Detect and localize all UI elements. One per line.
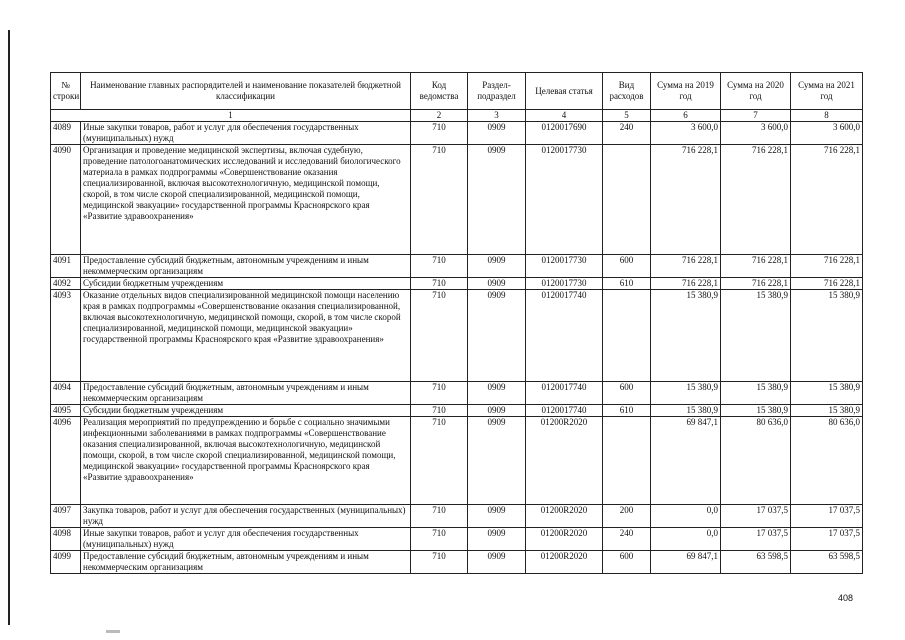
row-section: 0909 — [468, 290, 526, 382]
table-row — [51, 417, 863, 505]
row-sum-2021: 63 598,5 — [791, 551, 863, 574]
row-sum-2021: 17 037,5 — [791, 505, 863, 528]
row-section: 0909 — [468, 551, 526, 574]
row-number: 4091 — [51, 255, 81, 278]
row-sum-2021: 716 228,1 — [791, 145, 863, 255]
row-target-article: 0120017690 — [526, 122, 603, 145]
header-target-article: Целевая статья — [526, 73, 603, 110]
row-sum-2021: 716 228,1 — [791, 255, 863, 278]
row-number: 4098 — [51, 528, 81, 551]
row-number: 4099 — [51, 551, 81, 574]
row-target-article: 0120017730 — [526, 278, 603, 290]
table-row — [51, 551, 863, 574]
row-sum-2019: 0,0 — [651, 528, 721, 551]
row-sum-2021: 15 380,9 — [791, 290, 863, 382]
row-sum-2020: 17 037,5 — [721, 505, 791, 528]
row-dept-code: 710 — [411, 417, 468, 505]
row-sum-2019: 716 228,1 — [651, 255, 721, 278]
row-sum-2020: 716 228,1 — [721, 255, 791, 278]
column-number-row — [51, 110, 863, 122]
row-section: 0909 — [468, 122, 526, 145]
table-row — [51, 145, 863, 255]
header-section: Раздел-подраздел — [468, 73, 526, 110]
row-number: 4092 — [51, 278, 81, 290]
table-row — [51, 382, 863, 405]
row-number: 4096 — [51, 417, 81, 505]
row-section: 0909 — [468, 145, 526, 255]
column-number: 7 — [721, 110, 791, 122]
row-sum-2019: 3 600,0 — [651, 122, 721, 145]
header-sum-2021: Сумма на 2021 год — [791, 73, 863, 110]
row-target-article: 0120017740 — [526, 405, 603, 417]
row-sum-2019: 69 847,1 — [651, 551, 721, 574]
row-dept-code: 710 — [411, 145, 468, 255]
row-dept-code: 710 — [411, 528, 468, 551]
row-target-article: 01200R2020 — [526, 528, 603, 551]
row-sum-2020: 63 598,5 — [721, 551, 791, 574]
row-sum-2019: 0,0 — [651, 505, 721, 528]
row-target-article: 0120017740 — [526, 290, 603, 382]
row-sum-2019: 15 380,9 — [651, 290, 721, 382]
row-name: Предоставление субсидий бюджетным, автономным учреждениям и иным некоммерческим организациям — [81, 382, 411, 405]
row-sum-2021: 3 600,0 — [791, 122, 863, 145]
row-sum-2019: 716 228,1 — [651, 278, 721, 290]
column-number: 8 — [791, 110, 863, 122]
table-row — [51, 528, 863, 551]
row-sum-2019: 15 380,9 — [651, 405, 721, 417]
row-dept-code: 710 — [411, 278, 468, 290]
row-section: 0909 — [468, 382, 526, 405]
table-row — [51, 505, 863, 528]
column-number: 1 — [51, 110, 411, 122]
row-dept-code: 710 — [411, 551, 468, 574]
row-expense-type — [603, 417, 651, 505]
row-sum-2021: 17 037,5 — [791, 528, 863, 551]
row-sum-2021: 80 636,0 — [791, 417, 863, 505]
row-sum-2019: 69 847,1 — [651, 417, 721, 505]
header-sum-2019: Сумма на 2019 год — [651, 73, 721, 110]
header-expense-type: Вид расходов — [603, 73, 651, 110]
row-target-article: 0120017740 — [526, 382, 603, 405]
row-dept-code: 710 — [411, 505, 468, 528]
row-name: Организация и проведение медицинской экспертизы, включая судебную, проведение патологоанатомических исследований и исследований биологического материала в рамках подпрограммы «Совершенствование оказания специализированной, включая высокотехнологичную, медицинской помощи, скорой, в том числе скорой специализированной, медицинской помощи, медицинской эвакуации» государственной программы Красноярского края «Развитие здравоохранения» — [81, 145, 411, 255]
row-dept-code: 710 — [411, 290, 468, 382]
scan-border-line — [8, 30, 10, 625]
table-row — [51, 122, 863, 145]
table-row — [51, 405, 863, 417]
row-expense-type: 240 — [603, 122, 651, 145]
row-sum-2020: 17 037,5 — [721, 528, 791, 551]
row-name: Закупка товаров, работ и услуг для обеспечения государственных (муниципальных) нужд — [81, 505, 411, 528]
row-expense-type: 600 — [603, 551, 651, 574]
row-sum-2020: 3 600,0 — [721, 122, 791, 145]
row-section: 0909 — [468, 255, 526, 278]
table-row — [51, 290, 863, 382]
row-sum-2020: 80 636,0 — [721, 417, 791, 505]
row-section: 0909 — [468, 417, 526, 505]
row-sum-2020: 15 380,9 — [721, 405, 791, 417]
row-section: 0909 — [468, 405, 526, 417]
table-row — [51, 278, 863, 290]
row-sum-2019: 716 228,1 — [651, 145, 721, 255]
table-row — [51, 255, 863, 278]
row-target-article: 0120017730 — [526, 145, 603, 255]
column-number: 6 — [651, 110, 721, 122]
row-expense-type — [603, 290, 651, 382]
row-target-article: 01200R2020 — [526, 417, 603, 505]
header-name: Наименование главных распорядителей и наименование показателей бюджетной классификации — [81, 73, 411, 110]
column-number: 5 — [603, 110, 651, 122]
row-name: Предоставление субсидий бюджетным, автономным учреждениям и иным некоммерческим организациям — [81, 551, 411, 574]
row-expense-type: 240 — [603, 528, 651, 551]
row-number: 4090 — [51, 145, 81, 255]
row-expense-type: 610 — [603, 405, 651, 417]
row-sum-2021: 716 228,1 — [791, 278, 863, 290]
row-sum-2020: 716 228,1 — [721, 278, 791, 290]
scan-artifact — [106, 630, 120, 633]
column-number: 3 — [468, 110, 526, 122]
column-number: 2 — [411, 110, 468, 122]
row-expense-type: 600 — [603, 382, 651, 405]
header-dept-code: Код ведомства — [411, 73, 468, 110]
header-row-number: № строки — [51, 73, 81, 110]
row-sum-2020: 15 380,9 — [721, 382, 791, 405]
row-expense-type: 600 — [603, 255, 651, 278]
row-section: 0909 — [468, 528, 526, 551]
budget-table — [50, 72, 863, 574]
row-name: Предоставление субсидий бюджетным, автономным учреждениям и иным некоммерческим организациям — [81, 255, 411, 278]
row-sum-2020: 15 380,9 — [721, 290, 791, 382]
row-name: Субсидии бюджетным учреждениям — [81, 405, 411, 417]
table-header-row — [51, 73, 863, 110]
row-sum-2020: 716 228,1 — [721, 145, 791, 255]
row-name: Оказание отдельных видов специализированной медицинской помощи населению края в рамках подпрограммы «Совершенствование оказания специализированной, включая высокотехнологичную, медицинской помощи, скорой, в том числе скорой специализированной, медицинской помощи, медицинской эвакуации» государственной программы Красноярского края «Развитие здравоохранения» — [81, 290, 411, 382]
row-name: Иные закупки товаров, работ и услуг для обеспечения государственных (муниципальных) нужд — [81, 528, 411, 551]
row-dept-code: 710 — [411, 382, 468, 405]
row-name: Иные закупки товаров, работ и услуг для обеспечения государственных (муниципальных) нужд — [81, 122, 411, 145]
row-target-article: 01200R2020 — [526, 551, 603, 574]
row-dept-code: 710 — [411, 255, 468, 278]
row-expense-type — [603, 145, 651, 255]
row-dept-code: 710 — [411, 405, 468, 417]
row-dept-code: 710 — [411, 122, 468, 145]
row-target-article: 01200R2020 — [526, 505, 603, 528]
row-number: 4095 — [51, 405, 81, 417]
row-sum-2019: 15 380,9 — [651, 382, 721, 405]
row-name: Реализация мероприятий по предупреждению и борьбе с социально значимыми инфекционными заболеваниями в рамках подпрограммы «Совершенствование оказания специализированной, включая высокотехнологичную, медицинской помощи, скорой, в том числе скорой специализированной, медицинской помощи, медицинской эвакуации» государственной программы Красноярского края «Развитие здравоохранения» — [81, 417, 411, 505]
row-section: 0909 — [468, 278, 526, 290]
row-number: 4094 — [51, 382, 81, 405]
row-sum-2021: 15 380,9 — [791, 382, 863, 405]
row-target-article: 0120017730 — [526, 255, 603, 278]
row-number: 4089 — [51, 122, 81, 145]
row-name: Субсидии бюджетным учреждениям — [81, 278, 411, 290]
row-section: 0909 — [468, 505, 526, 528]
row-number: 4097 — [51, 505, 81, 528]
page-number: 408 — [837, 593, 853, 603]
row-sum-2021: 15 380,9 — [791, 405, 863, 417]
row-expense-type: 200 — [603, 505, 651, 528]
row-expense-type: 610 — [603, 278, 651, 290]
row-number: 4093 — [51, 290, 81, 382]
column-number: 4 — [526, 110, 603, 122]
header-sum-2020: Сумма на 2020 год — [721, 73, 791, 110]
